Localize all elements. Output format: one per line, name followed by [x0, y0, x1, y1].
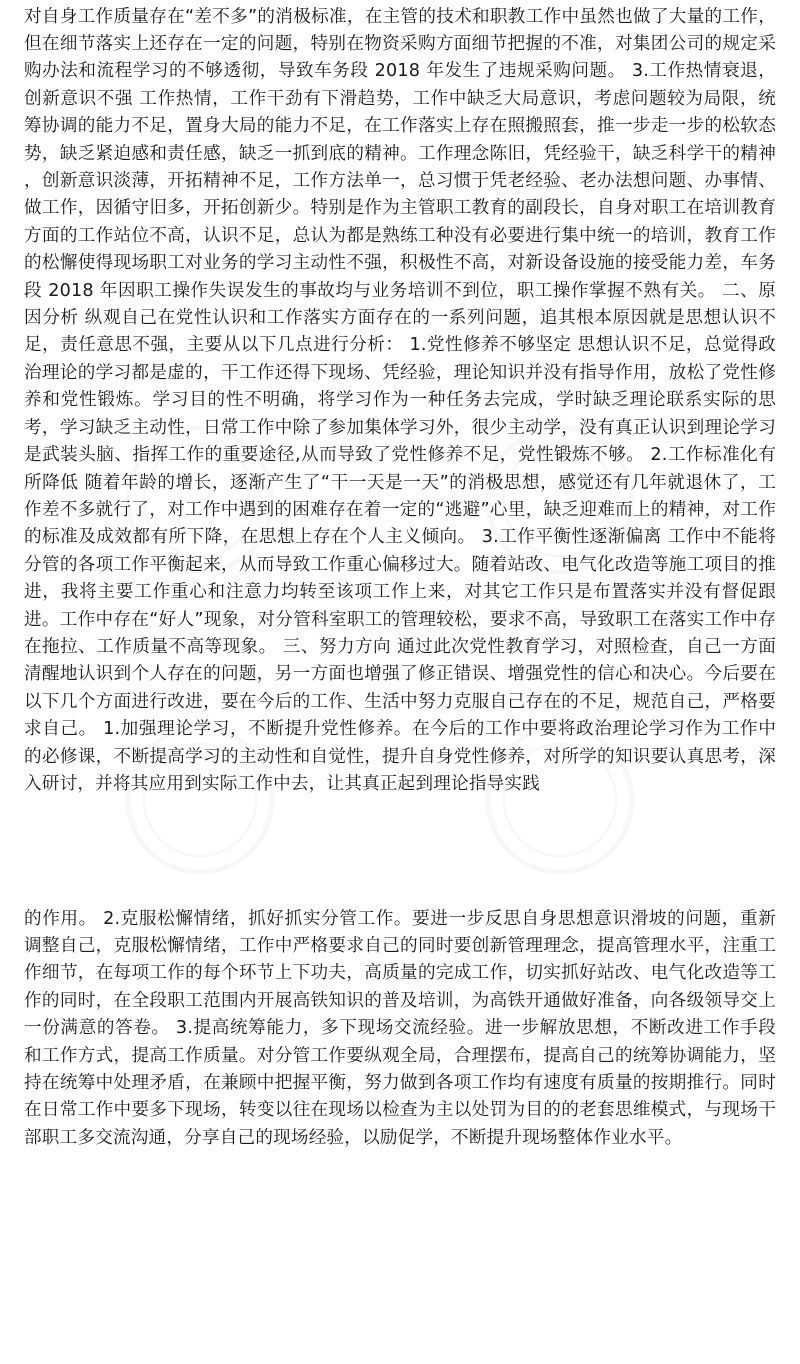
body-text-page-1: 对自身工作质量存在“差不多”的消极标准，在主管的技术和职教工作中虽然也做了大量的工作，但在细节落实上还存在一定的问题，特别在物资采购方面细节把握的不准，对集团公司的规定采购办法和流程学习的不够透彻，导致车务段 2018 年发生了违规采购问题。 3.工作热情衰退，创新意识不强 工作热情，工作干劲有下滑趋势，工作中缺乏大局意识，考虑问题较为局限，统筹协调的能力不足，置身大局的能力不足，在工作落实上存在照搬照套，推一步走一步的松软态势，缺乏紧迫感和责任感，缺乏一抓到底的精神。工作理念陈旧，凭经验干，缺乏科学干的精神 ，创新意识淡薄，开拓精神不足，工作方法单一，总习惯于凭老经验、老办法想问题、办事情、做工作，因循守旧多，开拓创新少。特别是作为主管职工教育的副段长，自身对职工在培训教育方面的工作站位不高，认识不足，总认为都是熟练工种没有必要进行集中统一的培训，教育工作的松懈使得现场职工对业务的学习主动性不强，积极性不高，对新设备设施的接受能力差，车务段 2018 年因职工操作失误发生的事故均与业务培训不到位，职工操作掌握不熟有关。 二、原因分析 纵观自己在党性认识和工作落实方面存在的一系列问题，追其根本原因就是思想认识不足，责任意思不强，主要从以下几点进行分析： 1.党性修养不够坚定 思想认识不足，总觉得政治理论的学习都是虚的，干工作还得下现场、凭经验，理论知识并没有指导作用，放松了党性修养和党性锻炼。学习目的性不明确，将学习作为一种任务去完成，学时缺乏理论联系实际的思考，学习缺乏主动性，日常工作中除了参加集体学习外，很少主动学，没有真正认识到理论学习是武装头脑、指挥工作的重要途径,从而导致了党性修养不足，党性锻炼不够。 2.工作标准化有所降低 随着年龄的增长，逐渐产生了“干一天是一天”的消极思想，感觉还有几年就退休了，工作差不多就行了，对工作中遇到的困难存在着一定的“逃避”心里，缺乏迎难而上的精神，对工作的标准及成效都有所下降，在思想上存在个人主义倾向。 3.工作平衡性逐渐偏离 工作中不能将分管的各项工作平衡起来，从而导致工作重心偏移过大。随着站改、电气化改造等施工项目的推进，我将主要工作重心和注意力均转至该项工作上来，对其它工作只是布置落实并没有督促跟进。工作中存在“好人”现象，对分管科室职工的管理较松，要求不高，导致职工在落实工作中存在拖拉、工作质量不高等现象。 三、努力方向 通过此次党性教育学习，对照检查，自己一方面清醒地认识到个人存在的问题，另一方面也增强了修正错误、增强党性的信心和决心。今后要在以下几个方面进行改进，要在今后的工作、生活中努力克服自己存在的不足，规范自己，严格要求自己。 1.加强理论学习，不断提升党性修养。在今后的工作中要将政治理论学习作为工作中的必修课，不断提高学习的主动性和自觉性，提升自身党性修养，对所学的知识要认真思考，深入研讨，并将其应用到实际工作中去，让其真正起到理论指导实践	[24, 6, 776, 794]
body-text-page-2: 的作用。 2.克服松懈情绪，抓好抓实分管工作。要进一步反思自身思想意识滑坡的问题，重新调整自己，克服松懈情绪，工作中严格要求自己的同时要创新管理理念，提高管理水平，注重工作细节，在每项工作的每个环节上下功夫，高质量的完成工作，切实抓好站改、电气化改造等工作的同时，在全段职工范围内开展高铁知识的普及培训，为高铁开通做好准备，向各级领导交上一份满意的答卷。 3.提高统筹能力，多下现场交流经验。进一步解放思想，不断改进工作手段和工作方式，提高工作质量。对分管工作要纵观全局，合理摆布，提高自己的统筹协调能力，坚持在统筹中处理矛盾，在兼顾中把握平衡，努力做到各项工作均有速度有质量的按期推行。同时在日常工作中要多下现场，转变以往在现场以检查为主以处罚为目的的老套思维模式，与现场干部职工多交流沟通，分享自己的现场经验，以励促学，不断提升现场整体作业水平。	[24, 908, 776, 1148]
